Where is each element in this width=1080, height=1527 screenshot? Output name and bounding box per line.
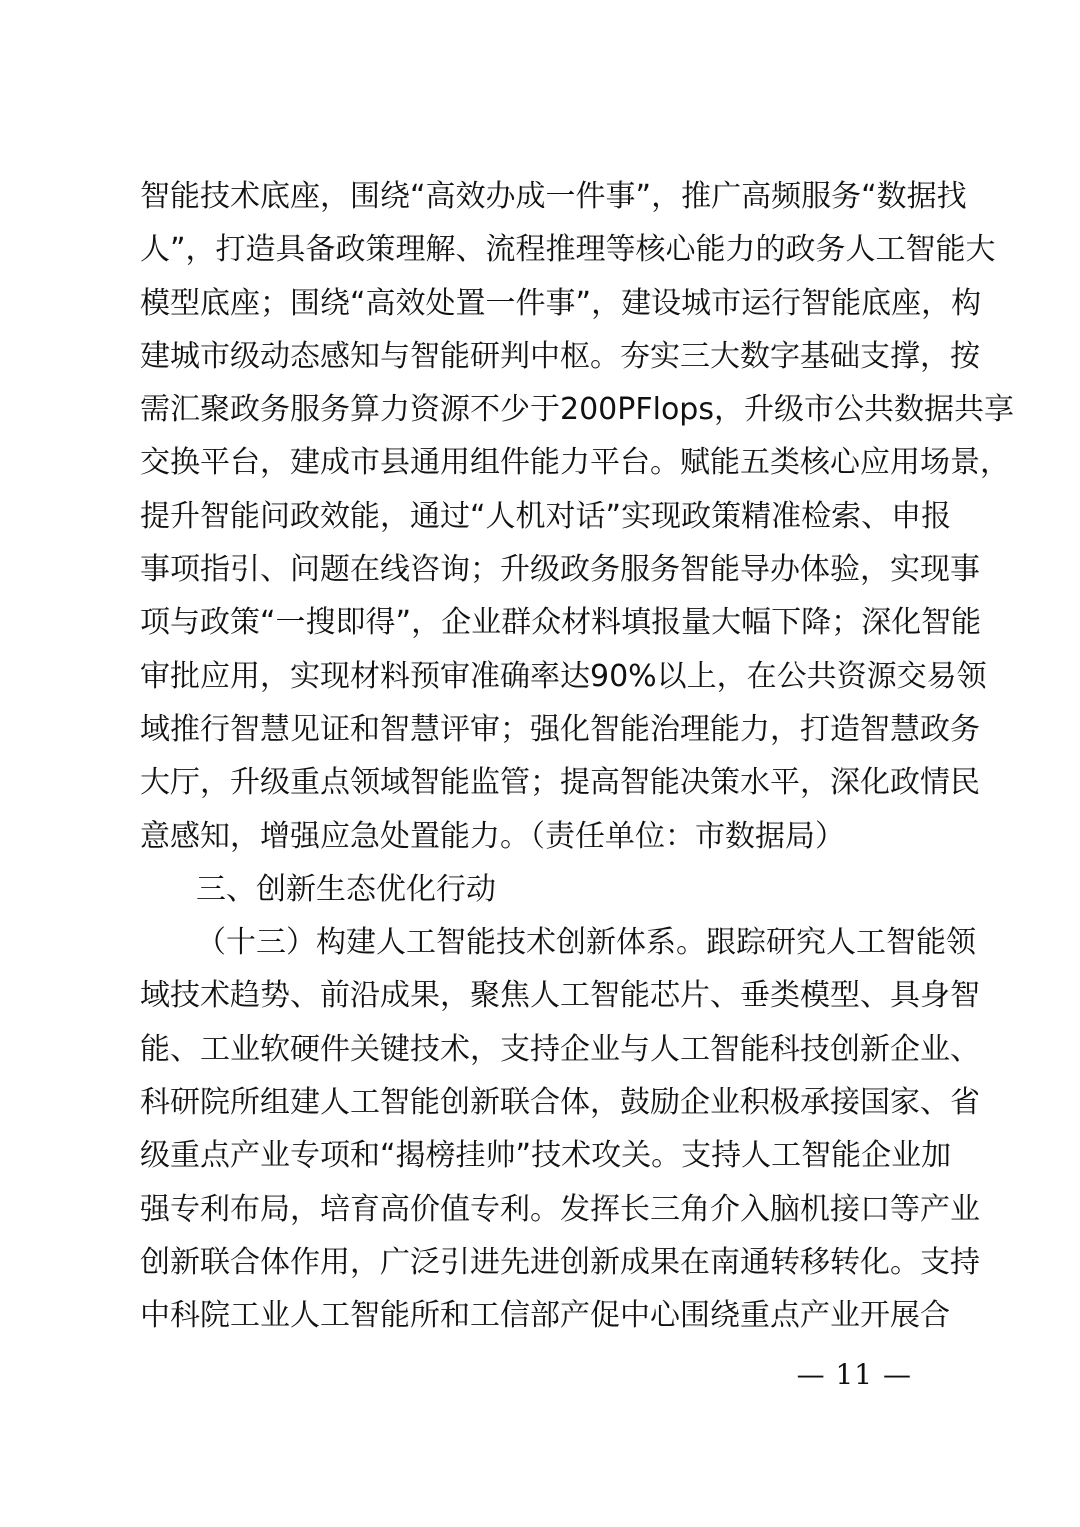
body-text (140, 170, 1014, 1343)
text-line: 级重点产业专项和“揭榜挂帅”技术攻关。支持人工智能企业加 (140, 1138, 952, 1174)
text-line: 强专利布局，培育高价值专利。发挥长三角介入脑机接口等产业 (140, 1191, 980, 1227)
text-line: 大厅，升级重点领域智能监管；提高智能决策水平，深化政情民 (140, 765, 980, 801)
text-line: 创新联合体作用，广泛引进先进创新成果在南通转移转化。支持 (140, 1244, 980, 1280)
text-line: 域推行智慧见证和智慧评审；强化智能治理能力，打造智慧政务 (140, 711, 980, 747)
text-line: 能、工业软硬件关键技术，支持企业与人工智能科技创新企业、 (140, 1031, 980, 1067)
text-line: 项与政策“一搜即得”，企业群众材料填报量大幅下降；深化智能 (140, 605, 982, 641)
text-line: 意感知，增强应急处置能力。（责任单位：市数据局） (140, 818, 845, 854)
section-heading: 三、创新生态优化行动 (196, 871, 496, 907)
text-line: 域技术趋势、前沿成果，聚焦人工智能芯片、垂类模型、具身智 (140, 978, 980, 1014)
text-line: 交换平台，建成市县通用组件能力平台。赋能五类核心应用场景， (140, 445, 1010, 481)
text-line: 事项指引、问题在线咨询；升级政务服务智能导办体验，实现事 (140, 552, 980, 588)
page-number: — 11 — (796, 1358, 912, 1391)
text-line: 需汇聚政务服务算力资源不少于200PFlops，升级市公共数据共享 (140, 392, 1014, 428)
text-line: 中科院工业人工智能所和工信部产促中心围绕重点产业开展合 (140, 1298, 950, 1334)
text-line: 建城市级动态感知与智能研判中枢。夯实三大数字基础支撑，按 (140, 338, 980, 374)
paragraph-first-line: （十三）构建人工智能技术创新体系。跟踪研究人工智能领 (196, 925, 976, 961)
text-line: 模型底座；围绕“高效处置一件事”，建设城市运行智能底座，构 (140, 285, 982, 321)
text-line: 人”，打造具备政策理解、流程推理等核心能力的政务人工智能大 (140, 232, 996, 268)
text-line: 智能技术底座，围绕“高效办成一件事”，推广高频服务“数据找 (140, 179, 967, 214)
text-line: 审批应用，实现材料预审准确率达90%以上，在公共资源交易领 (140, 658, 987, 694)
text-line: 提升智能问政效能，通过“人机对话”实现政策精准检索、申报 (140, 498, 952, 534)
text-line: 科研院所组建人工智能创新联合体，鼓励企业积极承接国家、省 (140, 1085, 980, 1121)
